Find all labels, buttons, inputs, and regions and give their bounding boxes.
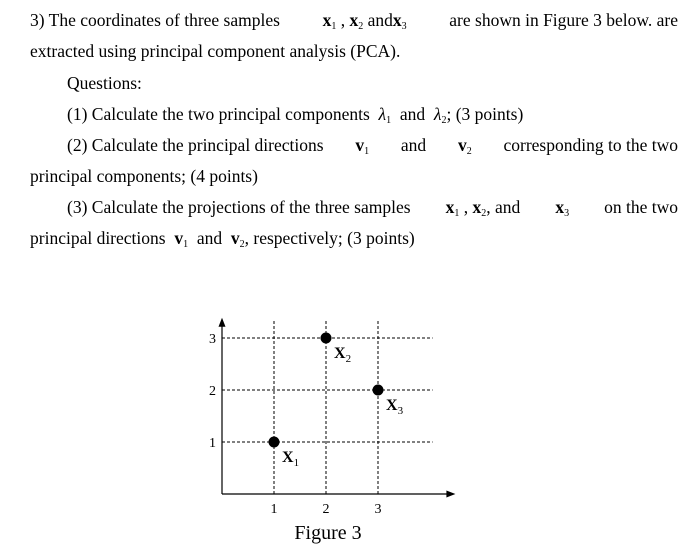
y-axis-arrow — [219, 318, 226, 327]
question-3-line1: (3) Calculate the projections of the three samples $x_1$ , $x_2$, and $x_3$ on the two — [67, 197, 678, 219]
point-label-x2: $X_2$ — [334, 345, 352, 365]
figure-title: Figure 3 — [294, 522, 362, 544]
problem-intro-line2: extracted using principal component analysis (PCA). — [30, 41, 401, 61]
question-3-line2: principal directions $v_1$ and $v_2$, respectively; (3 points) — [30, 228, 415, 250]
lambda-symbol: λ — [378, 104, 387, 124]
y-tick-label-2: 2 — [209, 384, 216, 399]
point-label-x3: $X_3$ — [386, 397, 404, 417]
question-1: (1) Calculate the two principal components $\lambda_1$ and $\lambda_2$; (3 points) — [67, 104, 524, 126]
point-x2 — [321, 333, 332, 344]
y-tick-label-3: 3 — [209, 332, 216, 347]
x-axis-arrow — [446, 491, 455, 498]
question-2-line1: (2) Calculate the principal directions $v_1$ and $v_2$ corresponding to the two — [67, 135, 678, 157]
x-tick-label-3: 3 — [374, 502, 382, 517]
data-points — [269, 333, 404, 470]
intro-text-c: are shown in Figure 3 below. are — [449, 10, 678, 30]
point-label-x1: $X_1$ — [282, 449, 300, 469]
question-2-line2: principal components; (4 points) — [30, 166, 258, 186]
v-symbol: v — [457, 135, 467, 155]
tick-labels — [209, 332, 382, 517]
v-symbol: v — [355, 135, 365, 155]
x-tick-label-1: 1 — [270, 502, 278, 517]
questions-label: Questions: — [67, 73, 142, 93]
x-symbol: x — [392, 10, 402, 30]
y-tick-label-1: 1 — [209, 436, 216, 451]
x-symbol: x — [349, 10, 359, 30]
intro-and: and — [367, 10, 393, 30]
x-symbol: x — [322, 10, 332, 30]
x-tick-label-2: 2 — [322, 502, 330, 517]
point-x1 — [269, 437, 280, 448]
intro-text-a: 3) The coordinates of three samples — [30, 10, 280, 30]
point-x3 — [373, 385, 384, 396]
lambda-symbol: λ — [433, 104, 442, 124]
samples-list: $x_1$ , $x_2$ andx$_3$ — [322, 10, 407, 32]
